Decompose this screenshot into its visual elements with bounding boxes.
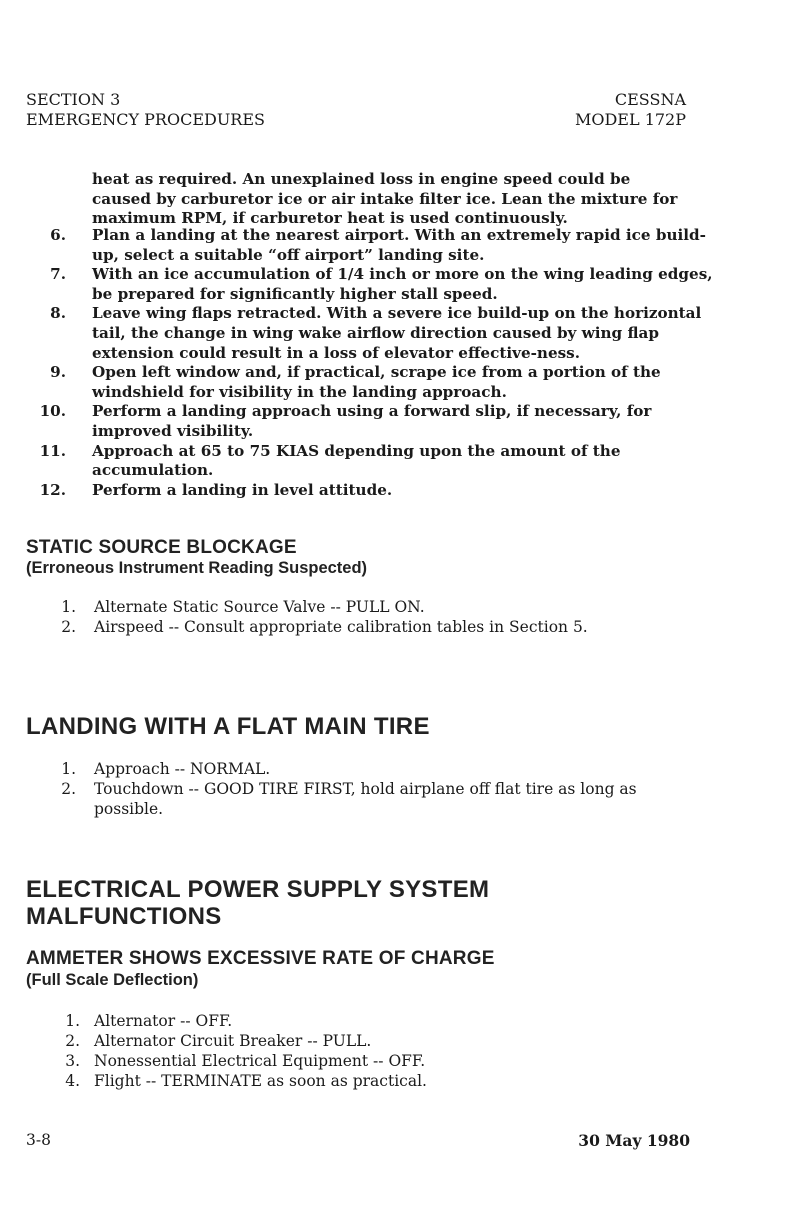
step-number: 11. xyxy=(39,441,66,460)
static-source-title: STATIC SOURCE BLOCKAGE xyxy=(26,537,297,558)
step-text: Alternator -- OFF. xyxy=(94,1012,233,1030)
continuation-paragraph: heat as required. An unexplained loss in engine speed could be caused by carburetor ice or air intake filter ice. Lean the mixture for maximum RPM, if carburetor heat is used continuously. xyxy=(92,170,678,228)
model-label: MODEL 172P xyxy=(574,110,686,129)
electrical-steps xyxy=(26,1011,694,1091)
list-item xyxy=(26,363,716,402)
list-item xyxy=(26,617,696,637)
step-text: Perform a landing in level attitude. xyxy=(92,480,393,499)
list-item xyxy=(26,265,716,304)
list-item xyxy=(26,779,694,819)
step-number: 12. xyxy=(39,480,66,499)
manufacturer-label: CESSNA xyxy=(614,90,686,109)
flat-tire-steps xyxy=(26,759,694,819)
step-text: Airspeed -- Consult appropriate calibration tables in Section 5. xyxy=(94,618,588,636)
flat-tire-title: LANDING WITH A FLAT MAIN TIRE xyxy=(26,713,430,740)
static-source-subtitle: (Erroneous Instrument Reading Suspected) xyxy=(26,559,368,577)
step-text: Open left window and, if practical, scrape ice from a portion of the windshield for visibility in the landing approach. xyxy=(92,363,661,401)
list-item xyxy=(26,1051,694,1071)
list-item xyxy=(26,402,716,441)
step-text: Alternate Static Source Valve -- PULL ON. xyxy=(94,598,425,616)
step-number: 9. xyxy=(50,363,66,382)
list-item xyxy=(26,481,716,501)
step-number: 3. xyxy=(65,1052,80,1070)
step-text: Approach -- NORMAL. xyxy=(94,760,271,778)
step-text: Alternator Circuit Breaker -- PULL. xyxy=(94,1032,372,1050)
step-text: Approach at 65 to 75 KIAS depending upon the amount of the accumulation. xyxy=(92,441,621,480)
icing-steps-list xyxy=(26,226,713,500)
step-text: Flight -- TERMINATE as soon as practical. xyxy=(94,1072,427,1090)
header-right xyxy=(575,90,686,130)
list-item xyxy=(26,1071,694,1091)
step-number: 8. xyxy=(50,304,66,323)
list-item xyxy=(26,1011,694,1031)
electrical-title-line1: ELECTRICAL POWER SUPPLY SYSTEM xyxy=(26,876,490,903)
revision-date: 30 May 1980 xyxy=(578,1131,690,1150)
list-item xyxy=(26,597,696,617)
page-number: 3-8 xyxy=(26,1131,51,1149)
header-left xyxy=(26,90,265,130)
static-source-steps xyxy=(26,597,696,637)
step-text: Leave wing flaps retracted. With a severe ice build-up on the horizontal tail, the change in wing wake airflow direction caused by wing flap extension could result in a loss of elevator effective-ness. xyxy=(92,304,702,362)
step-text: Perform a landing approach using a forward slip, if necessary, for improved visibility. xyxy=(92,402,652,440)
step-text: With an ice accumulation of 1/4 inch or more on the wing leading edges, be prepared for significantly higher stall speed. xyxy=(92,265,713,303)
step-number: 1. xyxy=(61,760,76,778)
step-number: 10. xyxy=(39,402,66,421)
list-item xyxy=(26,442,716,481)
step-number: 1. xyxy=(65,1012,80,1030)
section-name: EMERGENCY PROCEDURES xyxy=(26,110,265,129)
step-number: 2. xyxy=(65,1032,80,1050)
ammeter-title: AMMETER SHOWS EXCESSIVE RATE OF CHARGE xyxy=(26,948,495,969)
step-number: 2. xyxy=(61,618,76,636)
list-item xyxy=(26,759,694,779)
step-text: Nonessential Electrical Equipment -- OFF. xyxy=(94,1052,426,1070)
ammeter-subtitle: (Full Scale Deflection) xyxy=(26,971,199,989)
step-text: Touchdown -- GOOD TIRE FIRST, hold airplane off flat tire as long as possible. xyxy=(94,780,637,818)
step-number: 7. xyxy=(50,265,66,284)
list-item xyxy=(26,226,716,265)
step-number: 6. xyxy=(50,226,66,244)
step-text: Plan a landing at the nearest airport. With an extremely rapid ice build-up, select a suitable “off airport” landing site. xyxy=(92,226,706,264)
list-item xyxy=(26,304,716,363)
step-number: 2. xyxy=(61,780,76,798)
step-number: 1. xyxy=(61,598,76,616)
step-number: 4. xyxy=(65,1072,80,1090)
list-item xyxy=(26,1031,694,1051)
section-label: SECTION 3 xyxy=(26,90,121,109)
electrical-title-line2: MALFUNCTIONS xyxy=(26,903,222,930)
